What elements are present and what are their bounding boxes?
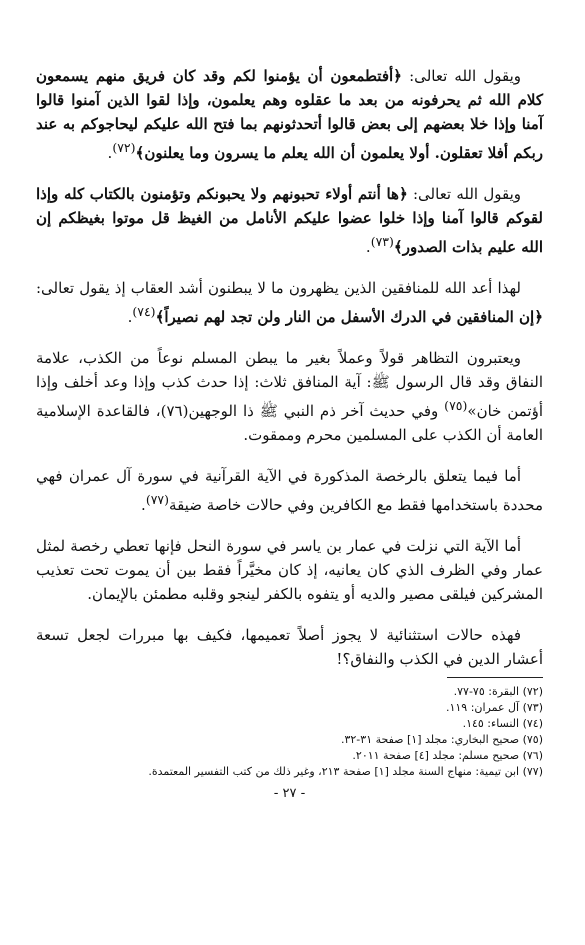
page-number: - ٢٧ - — [273, 786, 306, 801]
paragraph-3-tail: . — [127, 308, 133, 326]
paragraph-3 — [36, 276, 543, 329]
paragraph-6 — [36, 534, 543, 606]
footnote-divider — [447, 677, 543, 678]
footnotes — [36, 684, 543, 780]
footnote-ref-72: (٧٢) — [112, 140, 136, 155]
footnote-76: (٧٦) صحيح مسلم: مجلد [٤] صفحة ٢٠١١. — [352, 749, 543, 762]
paragraph-7 — [36, 623, 543, 671]
footnote-72: (٧٢) البقرة: ٧٥-٧٧. — [453, 685, 543, 698]
footnote-77: (٧٧) ابن تيمية: منهاج السنة مجلد [١] صفحة ٢١٣، وغير ذلك من كتب التفسير المعتمدة. — [148, 765, 543, 778]
paragraph-2-tail: . — [365, 238, 371, 256]
paragraph-5-tail: . — [141, 496, 146, 514]
paragraph-6-text: أما الآية التي نزلت في عمار بن ياسر في سورة النحل فإنها تعطي رخصة لمثل عمار وفي الظرف الذي كان يعانيه، إذ كان مخيَّراً فقط بين أن يموت تحت تعذيب المشركين فيلقى مصير والديه أو يتفوه بالكفر لينجو وقلبه مطمئن بالإيمان. — [36, 537, 543, 603]
paragraph-5-intro: أما فيما يتعلق بالرخصة المذكورة في الآية القرآنية في سورة آل عمران فهي محددة باستخدامها فقط مع الكافرين وفي حالات خاصة ضيقة — [36, 467, 543, 514]
footnote-ref-74: (٧٤) — [132, 304, 156, 319]
footnote-74: (٧٤) النساء: ١٤٥. — [462, 717, 543, 730]
paragraph-7-text: فهذه حالات استثنائية لا يجوز أصلاً تعميمها، فكيف بها مبررات لجعل تسعة أعشار الدين في الكذب والنفاق؟! — [36, 626, 543, 668]
paragraph-1-intro: ويقول الله تعالى: — [401, 67, 521, 85]
paragraph-1 — [36, 64, 543, 165]
footnote-75: (٧٥) صحيح البخاري: مجلد [١] صفحة ٣١-٣٢. — [340, 733, 543, 746]
paragraph-4 — [36, 346, 543, 447]
paragraph-2-intro: ويقول الله تعالى: — [407, 185, 521, 203]
paragraph-4-tail: وفي حديث آخر ذم النبي ﷺ ذا الوجهين(٧٦)، فالقاعدة الإسلامية العامة أن الكذب على المسلمين محرم وممقوت. — [36, 402, 543, 444]
paragraph-4-intro: ويعتبرون التظاهر قولاً وعملاً بغير ما يبطن المسلم نوعاً من الكذب، علامة النفاق وقد قال الرسول ﷺ: آية المنافق ثلاث: إذا حدث كذب وإذا وعد أخلف وإذا أؤتمن خان» — [36, 349, 543, 420]
quran-quote-3: ﴿إن المنافقين في الدرك الأسفل من النار ولن تجد لهم نصيراً﴾ — [155, 308, 543, 326]
paragraph-1-tail: . — [107, 144, 113, 162]
footnote-73: (٧٣) آل عمران: ١١٩. — [445, 701, 543, 714]
quran-quote-2: ﴿ها أنتم أولاء تحبونهم ولا يحبونكم وتؤمنون بالكتاب كله وإذا لقوكم قالوا آمنا وإذا خلوا عضوا عليكم الأنامل من الغيظ قل موتوا بغيظكم إن الله عليم بذات الصدور﴾ — [36, 185, 543, 256]
body-text — [36, 64, 543, 671]
quran-quote-1: ﴿أفتطمعون أن يؤمنوا لكم وقد كان فريق منهم يسمعون كلام الله ثم يحرفونه من بعد ما عقلوه وهم يعلمون، وإذا لقوا الذين آمنوا قالوا آمنا وإذا خلا بعضهم إلى بعض قالوا أتحدثونهم بما فتح الله عليكم ليحاجوكم به عند ربكم أفلا تعقلون. أولا يعلمون أن الله يعلم ما يسرون وما يعلنون﴾ — [36, 67, 543, 162]
footnote-ref-77: (٧٧) — [145, 492, 170, 507]
footnote-ref-75: (٧٥) — [444, 398, 468, 413]
paragraph-3-intro: لهذا أعد الله للمنافقين الذين يظهرون ما لا يبطنون أشد العقاب إذ يقول تعالى: — [36, 279, 521, 297]
paragraph-5 — [36, 464, 543, 517]
paragraph-2 — [36, 182, 543, 259]
footnote-ref-73: (٧٣) — [370, 234, 394, 249]
